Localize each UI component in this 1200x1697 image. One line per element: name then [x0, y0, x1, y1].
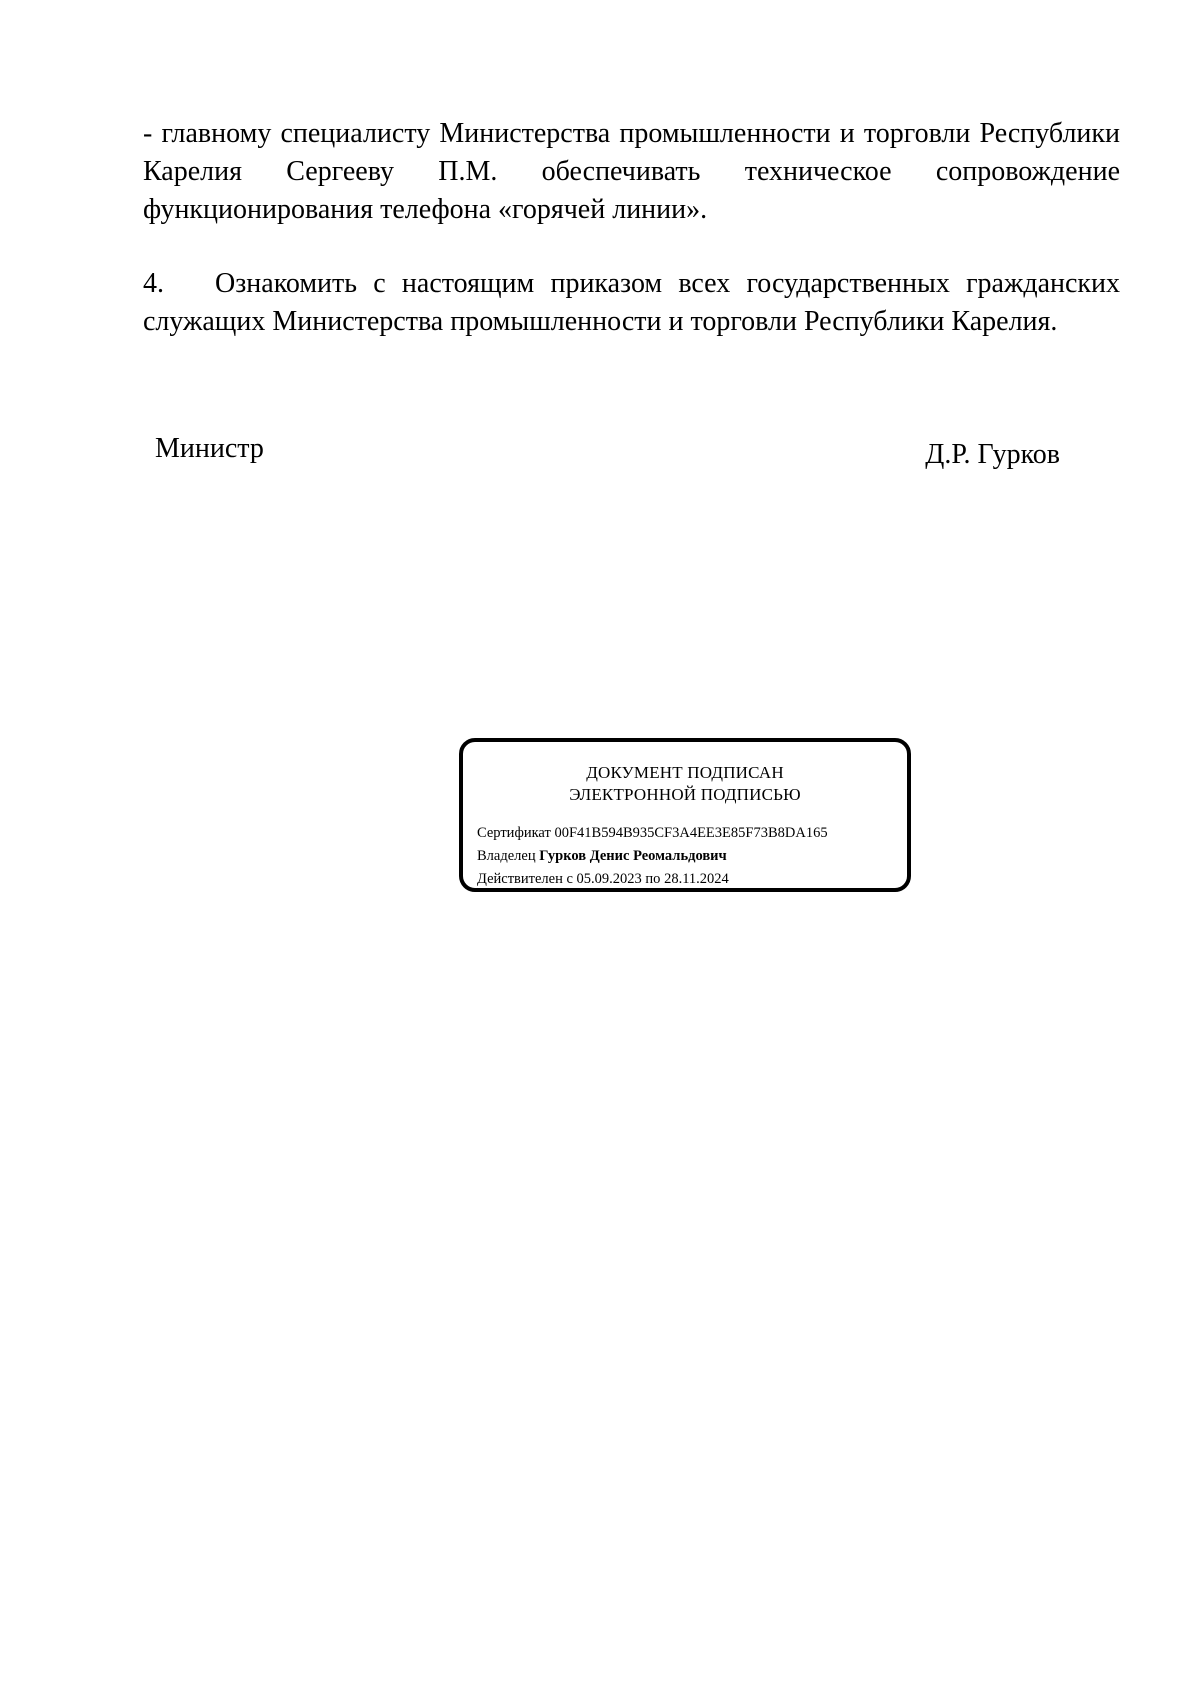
stamp-heading-line-1: ДОКУМЕНТ ПОДПИСАН: [586, 763, 784, 782]
stamp-valid-from-label: с: [566, 871, 573, 887]
stamp-heading-line-2: ЭЛЕКТРОННОЙ ПОДПИСЬЮ: [569, 785, 801, 804]
stamp-valid-label: Действителен: [477, 871, 563, 887]
stamp-validity-row: [477, 868, 828, 891]
stamp-owner-row: [477, 845, 828, 868]
stamp-certificate-value: 00F41B594B935CF3A4EE3E85F73B8DA165: [554, 825, 828, 841]
paragraph-assignment: [143, 115, 1120, 229]
electronic-signature-stamp: [459, 738, 911, 892]
stamp-heading: [463, 762, 907, 806]
stamp-certificate-label: Сертификат: [477, 825, 551, 841]
paragraph-assignment-text: - главному специалисту Министерства промышленности и торговли Республики Карелия Сергееву П.М. обеспечивать техническое сопровождение функционирования телефона «горячей линии».: [143, 118, 1120, 225]
stamp-details: [477, 822, 828, 891]
paragraph-item-4: [143, 265, 1120, 341]
stamp-owner-value: Гурков Денис Реомальдович: [539, 848, 727, 864]
paragraph-item-text: Ознакомить с настоящим приказом всех государственных гражданских служащих Министерства промышленности и торговли Республики Карелия.: [143, 268, 1120, 337]
stamp-owner-label: Владелец: [477, 848, 536, 864]
signatory-name: Д.Р. Гурков: [925, 439, 1060, 470]
signatory-title: Министр: [155, 433, 264, 464]
stamp-valid-from: 05.09.2023: [576, 871, 642, 887]
paragraph-item-number: 4.: [143, 268, 164, 299]
stamp-certificate-row: [477, 822, 828, 845]
stamp-valid-to: 28.11.2024: [664, 871, 729, 887]
stamp-valid-to-label: по: [645, 871, 661, 887]
